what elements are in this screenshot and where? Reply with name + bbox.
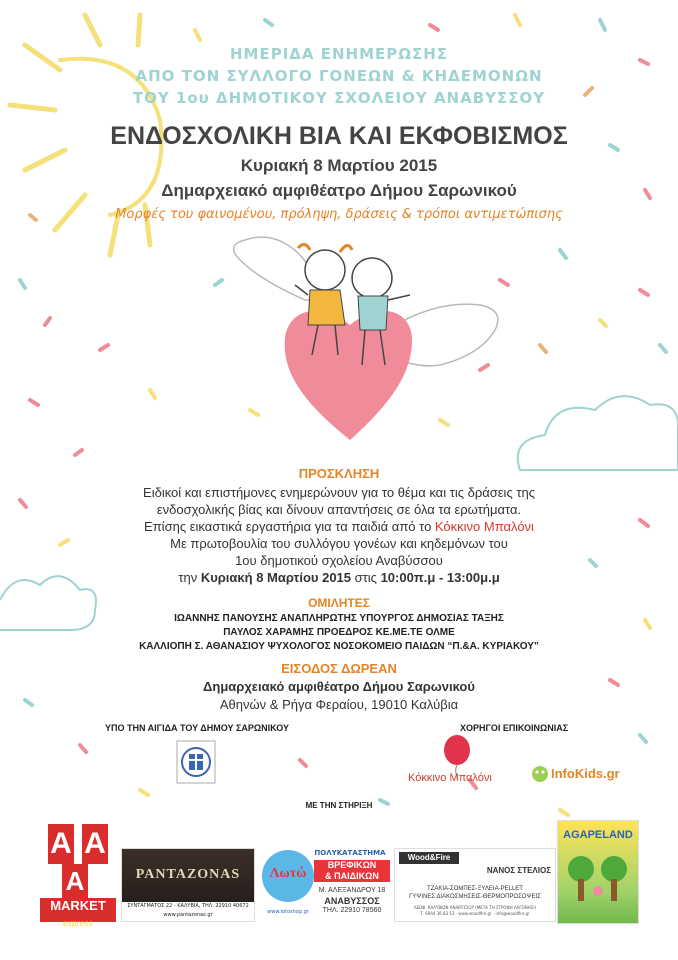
woodfire-contact [399, 905, 551, 917]
entry-heading: ΕΙΣΟΔΟΣ ΔΩΡΕΑΝ [281, 661, 397, 676]
lotoshop-logo-text: Λωτώ [269, 866, 307, 881]
lotoshop-line: & ΠΑΙΔΙΚΩΝ [325, 871, 379, 881]
event-subtitle: Μορφές του φαινομένου, πρόληψη, δράσεις & τρόποι αντιμετώπισης [115, 207, 563, 222]
event-venue: Δημαρχειακό αμφιθέατρο Δήμου Σαρωνικού [161, 181, 517, 200]
speaker-item: ΚΑΛΛΙΟΠΗ Σ. ΑΘΑΝΑΣΙΟΥ ΨΥΧΟΛΟΓΟΣ ΝΟΣΟΚΟΜΕΙΟ ΠΑΙΔΩΝ “Π.&Α. ΚΥΡΙΑΚΟΥ” [139, 641, 539, 652]
invitation-line-text: την [178, 570, 201, 585]
page-title: ΕΝΔΟΣΧΟΛΙΚΗ ΒΙΑ ΚΑΙ ΕΚΦΟΒΙΣΜΟΣ [110, 122, 568, 150]
municipality-emblem [176, 740, 216, 784]
invitation-line [0, 518, 678, 535]
sponsor-pantazonas [121, 848, 255, 922]
invitation-line-text: Επίσης εικαστικά εργαστήρια για τα παιδιά από το [144, 519, 435, 534]
infokids-label: InfoKids.gr [551, 766, 620, 781]
heart-icon [285, 311, 412, 440]
support-label: ΜΕ ΤΗΝ ΣΤΗΡΙΞΗ [305, 801, 373, 810]
event-date: Κυριακή 8 Μαρτίου 2015 [240, 156, 438, 175]
invitation-date: Κυριακή 8 Μαρτίου 2015 [200, 570, 352, 585]
lotoshop-banner [314, 860, 390, 882]
trees-icon [566, 851, 630, 911]
woodfire-line: ΤΖΑΚΙΑ-ΣΟΜΠΕΣ-ΞΥΛΕΙΑ-PELLET [427, 886, 523, 892]
invitation-line-text: στις [351, 570, 381, 585]
pantazonas-name: PANTAZONAS [135, 867, 241, 882]
balloon-label: Κόκκινο Μπαλόνι [408, 772, 492, 784]
invitation-line: ενδοσχολικής βίας και δίνουν απαντήσεις σε όλα τα ερωτήματα. [156, 502, 522, 517]
woodfire-details [399, 885, 551, 901]
speaker-item: ΠΑΥΛΟΣ ΧΑΡΑΜΗΣ ΠΡΟΕΔΡΟΣ ΚΕ.ΜΕ.ΤΕ ΟΛΜΕ [223, 627, 455, 638]
woodfire-line: ΛΕΩΦ. ΚΑΛΥΒΙΩΝ ΑΝΑΒΥΣΣΟΥ (ΜΕΤΑ ΤΗ ΣΤΡΟΦΗ ΛΑΓΟΝΗΣΙ) [413, 905, 537, 910]
red-balloon-mention: Κόκκινο Μπαλόνι [434, 519, 534, 534]
agapeland-name: AGAPELAND [563, 829, 633, 841]
sponsor-aa-market [40, 820, 116, 928]
market-word [40, 898, 116, 928]
invitation-time: 10:00π.μ - 13:00μ.μ [380, 570, 500, 585]
invitation-text [0, 484, 678, 586]
lotoshop-addr: Μ. ΑΛΕΞΑΝΔΡΟΥ 18 [318, 887, 386, 894]
invitation-line: Ειδικοί και επιστήμονες ενημερώνουν για το θέμα και τις δράσεις της [143, 485, 535, 500]
market-sub: express [62, 919, 94, 928]
header-line-1: ΗΜΕΡΙΔΑ ΕΝΗΜΕΡΩΣΗΣ [229, 45, 449, 63]
header-line-3: ΤΟΥ 1ου ΔΗΜΟΤΙΚΟΥ ΣΧΟΛΕΙΟΥ ΑΝΑΒΥΣΣΟΥ [132, 89, 546, 107]
lotoshop-line: ΒΡΕΦΙΚΩΝ [327, 860, 377, 870]
market-text: MARKET [50, 898, 106, 913]
pantazonas-web: www.pantazonas.gr [163, 912, 213, 918]
media-sponsors-label: ΧΟΡΗΓΟΙ ΕΠΙΚΟΙΝΩΝΙΑΣ [460, 723, 569, 733]
speaker-item: ΙΩΑΝΝΗΣ ΠΑΝΟΥΣΗΣ ΑΝΑΠΛΗΡΩΤΗΣ ΥΠΟΥΡΓΟΣ ΔΗΜΟΣΙΑΣ ΤΑΞΗΣ [174, 613, 504, 624]
aa-letter: Α [46, 822, 76, 866]
woodfire-line: Τ. 6944 36 83 53 · www.woodfire.gr · info@woodfire.gr [420, 911, 530, 916]
entry-venue: Δημαρχειακό αμφιθέατρο Δήμου Σαρωνικού [203, 679, 475, 694]
header-line-2: ΑΠΟ ΤΟΝ ΣΥΛΛΟΓΟ ΓΟΝΕΩΝ & ΚΗΔΕΜΟΝΩΝ [135, 67, 543, 85]
pantazonas-footer [122, 902, 254, 921]
sponsor-woodfire [394, 848, 556, 922]
woodfire-line: ΓΥΨΙΝΕΣ ΔΙΑΚΟΣΜΗΣΕΙΣ-ΘΕΡΜΟΠΡΟΣΟΨΕΙΣ [409, 894, 541, 900]
invitation-line: 1ου δημοτικού σχολείου Αναβύσσου [235, 553, 443, 568]
lotoshop-title: ΠΟΛΥΚΑΤΑΣΤΗΜΑ [314, 849, 386, 857]
lotoshop-tel: ΤΗΛ. 22910 78560 [322, 907, 382, 914]
aa-letter: Α [80, 822, 110, 866]
woodfire-owner: ΝΑΝΟΣ ΣΤΕΛΙΟΣ [486, 866, 551, 875]
infokids-logo-icon [530, 764, 550, 784]
patronage-label: ΥΠΟ ΤΗΝ ΑΙΓΙΔΑ ΤΟΥ ΔΗΜΟΥ ΣΑΡΩΝΙΚΟΥ [105, 723, 289, 733]
sponsor-lotoshop [258, 844, 390, 922]
lotoshop-logo [262, 850, 314, 902]
lotoshop-web: www.lotoshop.gr [267, 909, 309, 915]
speakers-list [0, 612, 678, 654]
entry-address: Αθηνών & Ρήγα Φεραίου, 19010 Καλύβια [219, 697, 459, 712]
invitation-time-line [0, 569, 678, 586]
emblem-icon [176, 740, 216, 784]
lotoshop-contact [314, 886, 390, 916]
woodfire-brand: Wood&Fire [399, 852, 459, 864]
invitation-heading: ΠΡΟΣΚΛΗΣΗ [298, 466, 380, 481]
pantazonas-addr: ΣΥΝΤΑΓΜΑΤΟΣ 22 - ΚΑΛΥΒΙΑ, ΤΗΛ. 22910 40672 [127, 903, 249, 909]
speakers-heading: ΟΜΙΛΗΤΕΣ [308, 596, 370, 610]
sponsor-agapeland [557, 820, 639, 924]
invitation-line: Με πρωτοβουλία του συλλόγου γονέων και κηδεμόνων του [170, 536, 508, 551]
lotoshop-town: ΑΝΑΒΥΣΣΟΣ [324, 896, 380, 906]
aa-letter: Α [62, 864, 88, 898]
